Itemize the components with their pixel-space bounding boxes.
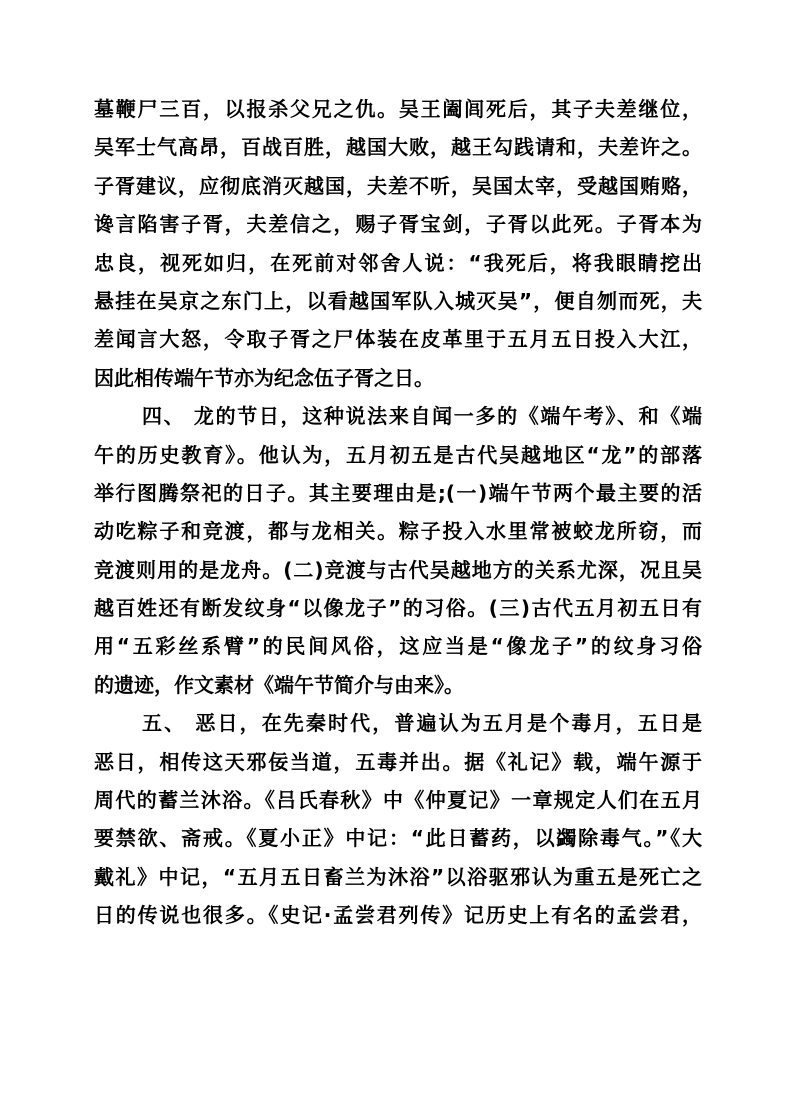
text-line: 日的传说也很多。《史记·孟尝君列传》记历史上有名的孟尝君， (94, 903, 702, 928)
text-line: 戴礼》中记，“五月五日畜兰为沐浴”以浴驱邪认为重五是死亡之 (94, 864, 702, 889)
text-line: 用“五彩丝系臂”的民间风俗，这应当是“像龙子”的纹身习俗 (94, 634, 702, 659)
text-line: 吴军士气高昂，百战百胜，越国大败，越王勾践请和，夫差许之。 (94, 135, 702, 160)
text-line: 因此相传端午节亦为纪念伍子胥之日。 (94, 365, 434, 390)
text-line: 动吃粽子和竞渡，都与龙相关。粽子投入水里常被蛟龙所窃，而 (94, 519, 702, 544)
text-line: 要禁欲、斋戒。《夏小正》中记：“此日蓄药，以蠲除毒气。”《大 (94, 826, 702, 851)
text-line: 竞渡则用的是龙舟。(二)竞渡与古代吴越地方的关系尤深，况且吴 (94, 557, 702, 582)
text-line: 墓鞭尸三百，以报杀父兄之仇。吴王阖闾死后，其子夫差继位， (94, 97, 702, 121)
text-line: 差闻言大怒，令取子胥之尸体装在皮革里于五月五日投入大江， (94, 327, 702, 352)
text-line: 举行图腾祭祀的日子。其主要理由是;(一)端午节两个最主要的活 (94, 480, 702, 505)
body-text (94, 90, 702, 935)
text-line: 子胥建议，应彻底消灭越国，夫差不听，吴国太宰，受越国贿赂， (94, 173, 702, 198)
text-line: 的遗迹，作文素材《端午节简介与由来》。 (94, 672, 464, 697)
text-line: 悬挂在吴京之东门上，以看越国军队入城灭吴”，便自刎而死，夫 (94, 288, 702, 313)
text-line: 四、 龙的节日，这种说法来自闻一多的《端午考》、和《端 (142, 404, 702, 429)
text-line: 越百姓还有断发纹身“以像龙子”的习俗。(三)古代五月初五日有 (94, 596, 702, 621)
text-line: 谗言陷害子胥，夫差信之，赐子胥宝剑，子胥以此死。子胥本为 (94, 212, 702, 237)
text-line: 忠良，视死如归，在死前对邻舍人说：“我死后，将我眼睛挖出 (94, 250, 702, 275)
text-line: 午的历史教育》。他认为，五月初五是古代吴越地区“龙”的部落 (94, 442, 702, 467)
text-line: 五、 恶日，在先秦时代，普遍认为五月是个毒月，五日是 (142, 711, 702, 736)
text-line: 周代的蓄兰沐浴。《吕氏春秋》中《仲夏记》一章规定人们在五月 (94, 788, 702, 813)
text-line: 恶日，相传这天邪佞当道，五毒并出。据《礼记》载，端午源于 (94, 749, 702, 774)
